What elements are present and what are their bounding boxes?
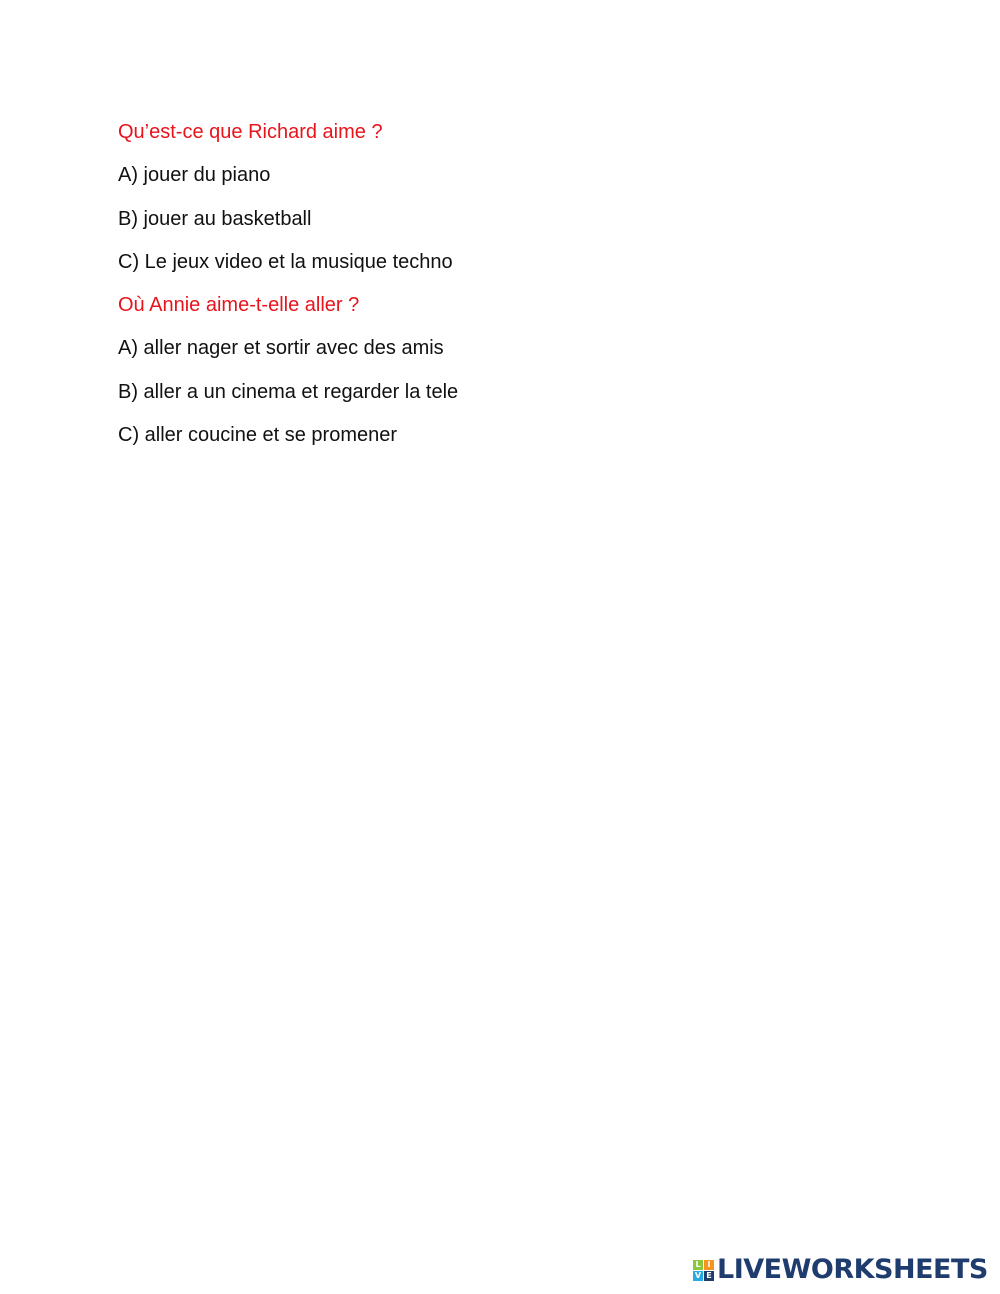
worksheet — [118, 118, 918, 464]
question-2-prompt: Où Annie aime-t-elle aller ? — [118, 294, 360, 317]
question-1-option-a: A) jouer du piano — [118, 164, 271, 187]
logo-mark-letter: V — [694, 1270, 702, 1280]
logo-text: LIVEWORKSHEETS — [717, 1254, 988, 1285]
logo-mark-icon — [693, 1260, 714, 1281]
logo-mark-letter: I — [704, 1260, 714, 1270]
question-2-option-a: A) aller nager et sortir avec des amis — [118, 337, 444, 360]
logo-mark-letter: L — [693, 1260, 703, 1270]
question-1-prompt: Qu’est-ce que Richard aime ? — [118, 121, 383, 143]
question-1-option-b: B) jouer au basketball — [118, 207, 312, 230]
question-1-option-c: C) Le jeux video et la musique techno — [118, 250, 453, 273]
liveworksheets-logo — [693, 1253, 988, 1287]
logo-mark-letter: E — [704, 1271, 714, 1281]
question-2-option-b: B) aller a un cinema et regarder la tele — [118, 380, 459, 403]
question-2-option-c: C) aller coucine et se promener — [118, 424, 398, 447]
